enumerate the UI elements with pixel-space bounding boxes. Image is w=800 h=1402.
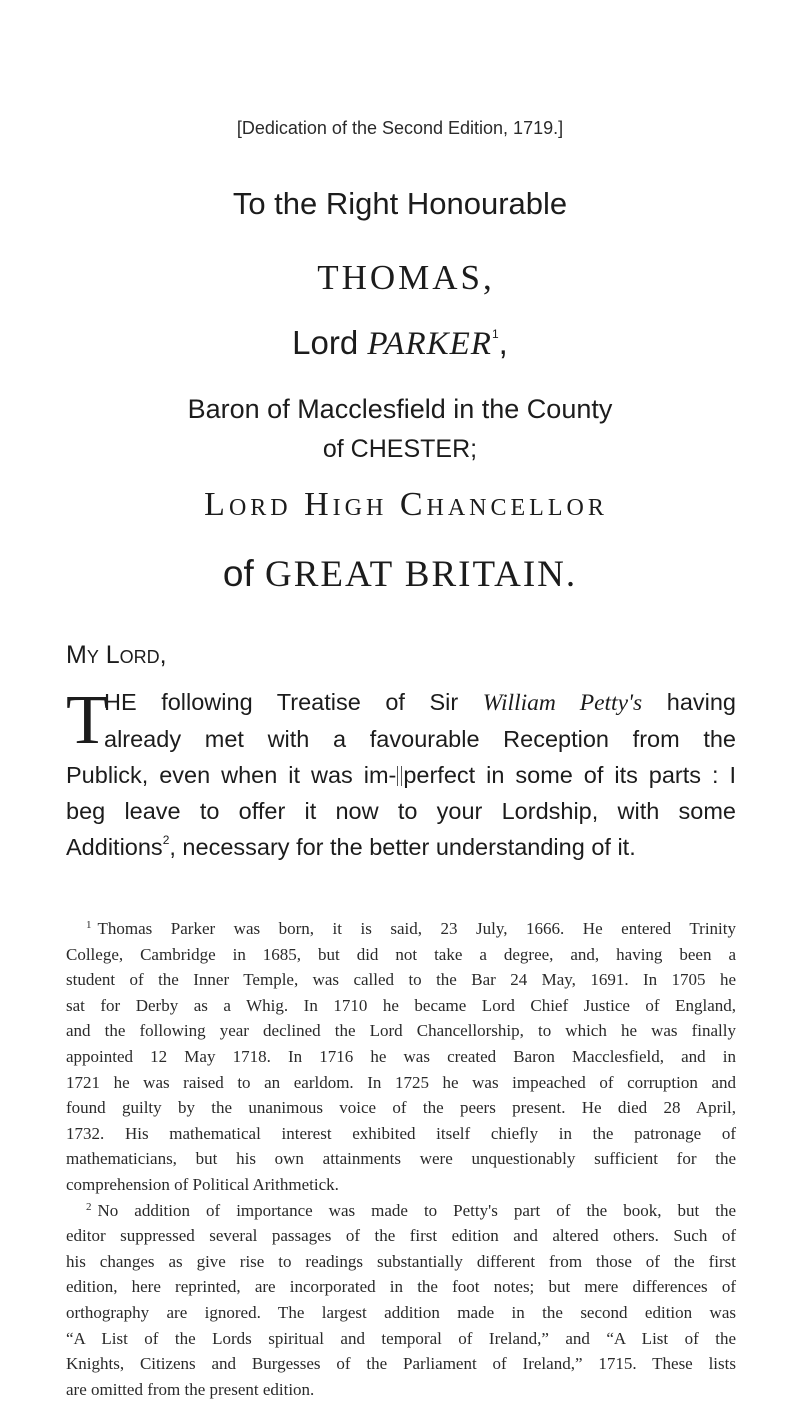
dedication-title-line bbox=[0, 324, 800, 363]
footnote-line: editor suppressed several passages of the first edition and altered others. Such of bbox=[66, 1226, 736, 1246]
footnote-1-marker: 1 bbox=[86, 919, 92, 931]
realm-of: of bbox=[222, 553, 254, 594]
footnote-line: and the following year declined the Lord Chancellorship, to which he was finally bbox=[66, 1021, 736, 1041]
footnote-line: student of the Inner Temple, was called to the Bar 24 May, 1691. In 1705 he bbox=[66, 970, 736, 990]
footnote-1 bbox=[66, 916, 736, 1198]
dedication-barony: Baron of Macclesfield in the County bbox=[187, 394, 613, 424]
footnote-line: comprehension of Political Arithmetick. bbox=[66, 1174, 339, 1194]
dedication-surname: PARKER bbox=[367, 326, 492, 362]
body-line-4: beg leave to offer it now to your Lordship, with some bbox=[66, 798, 736, 824]
footnote-line: his changes as give rise to readings substantially different from those of the first bbox=[66, 1251, 736, 1271]
footnote-line: orthography are ignored. The largest addition made in the second edition was bbox=[66, 1302, 736, 1322]
body-line-3: Publick, even when it was im- perfect in some of its parts : I bbox=[66, 762, 736, 788]
footnote-line: mathematicians, but his own attainments were unquestionably sufficient for the bbox=[66, 1149, 736, 1169]
footnote-line: appointed 12 May 1718. In 1716 he was created Baron Macclesfield, and in bbox=[66, 1046, 736, 1066]
surname-suffix: , bbox=[498, 324, 508, 361]
footnote-line: “A List of the Lords spiritual and temporal of Ireland,” and “A List of the bbox=[66, 1328, 736, 1348]
footnote-line: 1721 he was raised to an earldom. In 1725 he was impeached of corruption and bbox=[66, 1072, 736, 1092]
body-line-2: already met with a favourable Reception from the bbox=[104, 726, 736, 752]
footnote-line: Thomas Parker was born, it is said, 23 July, 1666. He entered Trinity bbox=[97, 919, 736, 938]
footnote-ref-2: 2 bbox=[162, 833, 170, 847]
letter-salutation: My Lord, bbox=[66, 641, 167, 669]
body-line-1: HE following Treatise of Sir William Petty's having bbox=[104, 689, 736, 716]
footnote-ref-1: 1 bbox=[491, 327, 499, 341]
edition-note: [Dedication of the Second Edition, 1719.] bbox=[236, 118, 564, 138]
drop-cap: T bbox=[66, 682, 109, 759]
footnote-line: Knights, Citizens and Burgesses of the Parliament of Ireland,” 1715. These lists bbox=[66, 1354, 736, 1374]
footnote-2-marker: 2 bbox=[86, 1200, 92, 1213]
line-break-mark bbox=[397, 766, 402, 786]
footnote-line: found guilty by the unanimous voice of the peers present. He died 28 April, bbox=[66, 1098, 736, 1118]
body-line-5: Additions$^2$, necessary for the better understanding of it. bbox=[66, 833, 636, 860]
footnote-line: edition, here reprinted, are incorporated in the foot notes; but mere differences of bbox=[66, 1277, 736, 1297]
footnote-line: 1732. His mathematical interest exhibited itself chiefly in the patronage of bbox=[66, 1123, 736, 1143]
footnote-2 bbox=[66, 1198, 736, 1402]
footnote-line: No addition of importance was made to Petty's part of the book, but the bbox=[97, 1200, 736, 1220]
dedication-addressee: To the Right Honourable bbox=[232, 186, 568, 221]
dedication-forename: THOMAS, bbox=[317, 258, 495, 297]
dedication-office: Lord High Chancellor bbox=[204, 486, 608, 523]
dedication-realm: GREAT BRITAIN. bbox=[264, 554, 578, 595]
footnote-line: are omitted from the present edition. bbox=[66, 1379, 315, 1399]
footnote-line: College, Cambridge in 1685, but did not take a degree, and, having been a bbox=[66, 944, 736, 964]
footnote-line: sat for Derby as a Whig. In 1710 he became Lord Chief Justice of England, bbox=[66, 995, 736, 1015]
dedication-county: of CHESTER; bbox=[322, 435, 478, 463]
letter-body bbox=[66, 684, 736, 865]
lord-prefix: Lord bbox=[292, 324, 359, 361]
footnotes bbox=[66, 916, 736, 1402]
petty-name: William Petty's bbox=[482, 690, 643, 716]
dedication-realm-line bbox=[0, 553, 800, 596]
